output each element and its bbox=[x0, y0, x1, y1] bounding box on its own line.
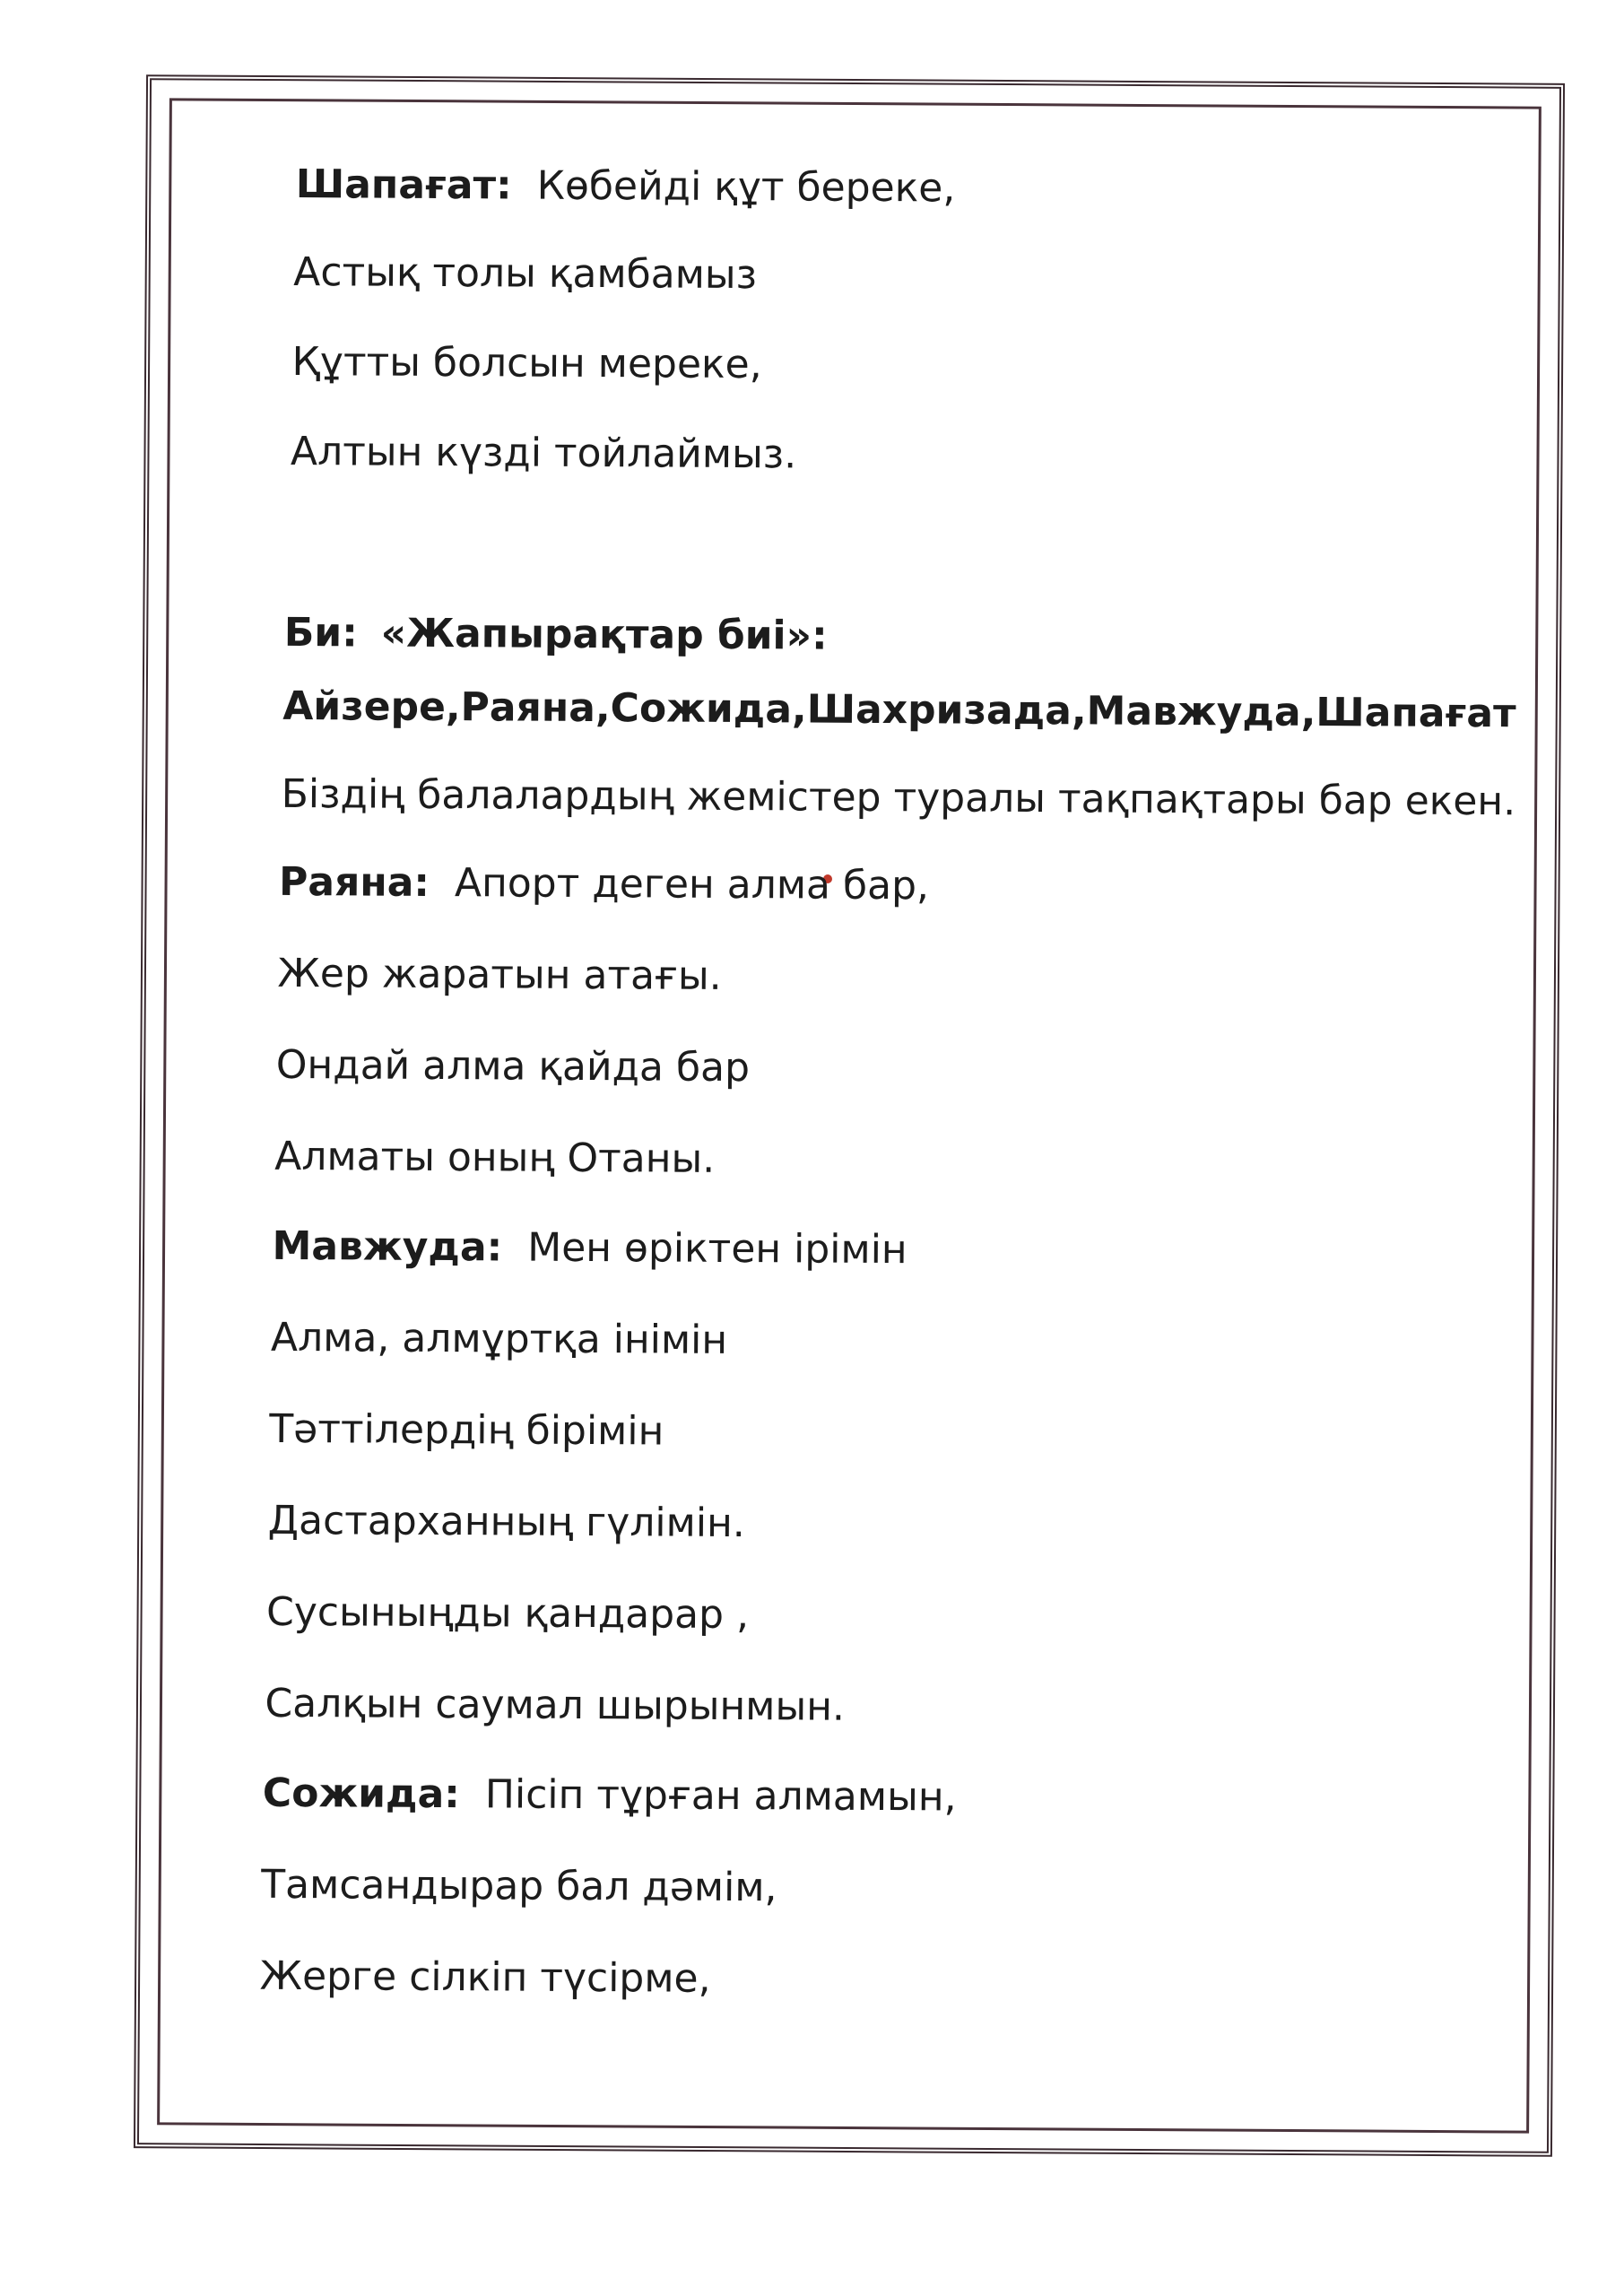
speaker-label: Раяна: bbox=[278, 858, 430, 906]
stanza1-line2: Астық толы қамбамыз bbox=[293, 248, 758, 299]
dance-title: «Жапырақтар биі»: bbox=[380, 610, 828, 659]
stanza4-line1 bbox=[263, 1770, 957, 1822]
stanza1-line4: Алтын күзді тойлаймыз. bbox=[290, 428, 797, 478]
page-border-inner bbox=[157, 98, 1541, 2133]
stanza2-line1 bbox=[279, 859, 929, 909]
verse-text: Көбейді құт береке, bbox=[536, 162, 956, 212]
stanza3-line6: Салқын саумал шырынмын. bbox=[265, 1680, 846, 1730]
stanza1-line3: Құтты болсын мереке, bbox=[291, 338, 762, 388]
stanza3-line2: Алма, алмұртқа інімін bbox=[270, 1314, 728, 1363]
dance-heading bbox=[284, 610, 828, 660]
stanza1-line1 bbox=[296, 161, 956, 212]
speaker-label: Шапағат: bbox=[295, 161, 512, 209]
verse-text: Мен өріктен ірімін bbox=[527, 1224, 908, 1274]
speaker-label: Сожида: bbox=[262, 1770, 461, 1818]
dance-participants: Айзере,Раяна,Сожида,Шахризада,Мавжуда,Шапағат bbox=[282, 683, 1516, 737]
stanza3-line4: Дастарханның гүлімін. bbox=[267, 1497, 745, 1547]
stanza3-line5: Сусыныңды қандарар , bbox=[265, 1588, 750, 1639]
stanza3-line3: Тәттілердің бірімін bbox=[269, 1405, 664, 1455]
speaker-label: Мавжуда: bbox=[272, 1222, 503, 1271]
stanza2-line3: Ондай алма қайда бар bbox=[275, 1041, 751, 1091]
stanza2-line4: Алматы оның Отаны. bbox=[274, 1133, 716, 1182]
dance-label: Би: bbox=[283, 609, 358, 657]
stanza4-line3: Жерге сілкіп түсірме, bbox=[259, 1952, 711, 2002]
verse-text: Пісіп тұрған алмамын, bbox=[484, 1771, 957, 1821]
stanza4-line2: Тамсандырар бал дәмім, bbox=[261, 1861, 777, 1911]
stanza2-line2: Жер жаратын атағы. bbox=[277, 950, 722, 999]
verse-text: Апорт деген алма бар, bbox=[454, 860, 930, 909]
intro-line: Біздің балалардың жемістер туралы тақпақтары бар екен. bbox=[281, 770, 1516, 825]
stanza3-line1 bbox=[272, 1223, 907, 1274]
page-border bbox=[134, 74, 1565, 2157]
